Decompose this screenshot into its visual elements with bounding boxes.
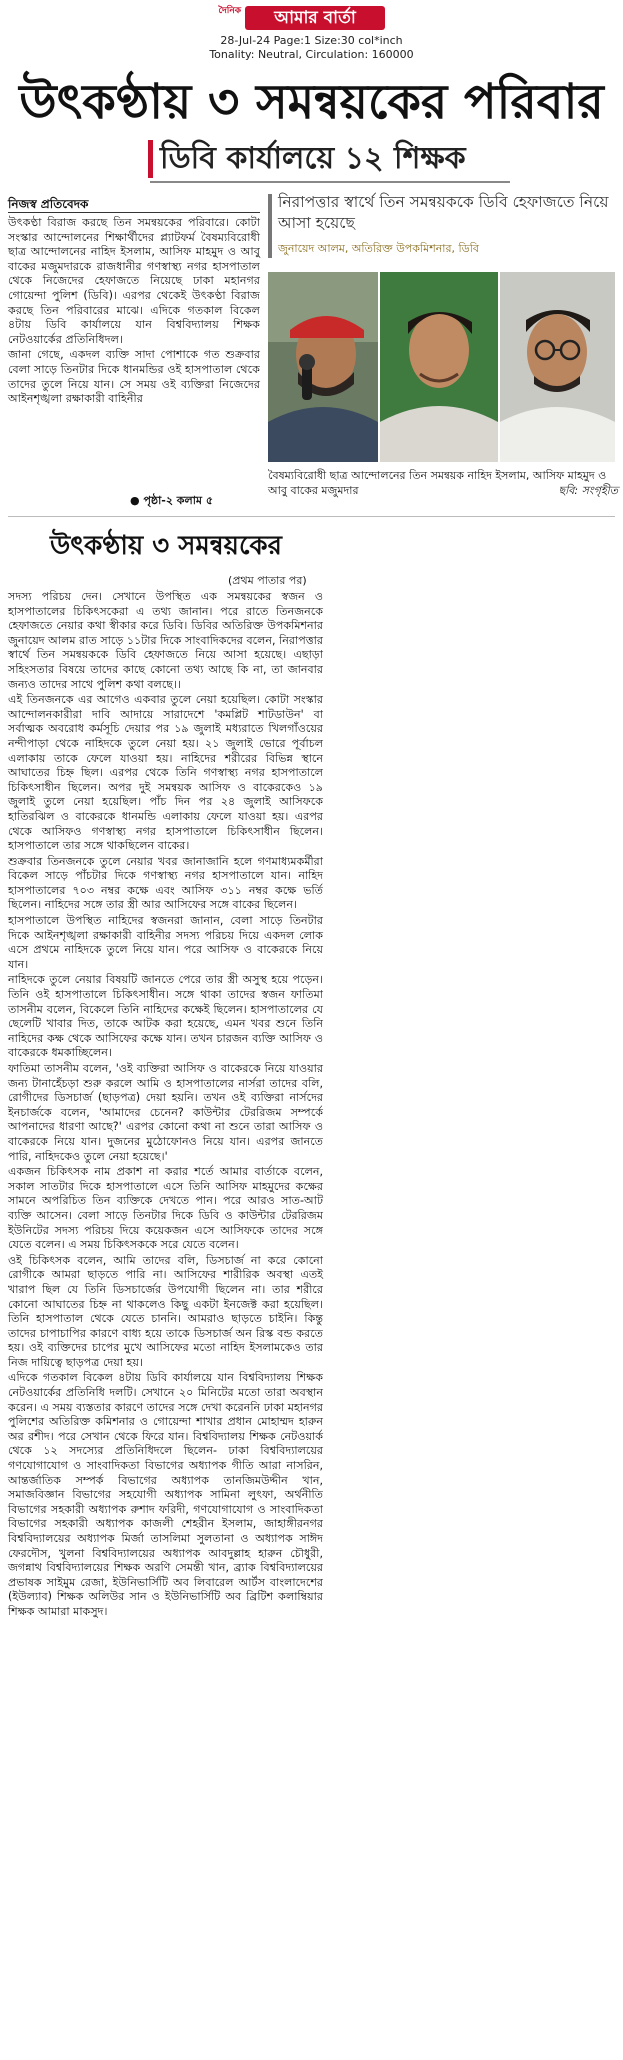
clipping-meta-line1: 28-Jul-24 Page:1 Size:30 col*inch xyxy=(220,34,403,47)
article-paragraph: এই তিনজনকে এর আগেও একবার তুলে নেয়া হয়েছিল। কোটা সংস্কার আন্দোলনকারীরা দাবি আদায়ে সারাদেশে 'কমপ্লিট শাটডাউন' বা সর্বাত্মক অবরোধ কর্মসূচি দেয়ার পর ১৯ জুলাই মধ্যরাতে খিলগাঁওয়ের নন্দীপাড়া থেকে নাহিদকে তুলে নেয়া হয়। ২১ জুলাই ভোরে পূর্বাচল এলাকায় তাকে ফেলে যাওয়া হয়। নাহিদের শরীরের বিভিন্ন স্থানে আঘাতের চিহ্ন ছিল। এরপর থেকে তিনি গণস্বাস্থ্য নগর হাসপাতালে চিকিৎসাধীন ছিলেন। অপর দুই সমন্বয়ক আসিফ ও বাকেরকেও ১৯ জুলাই তুলে নেয়া হয়েছিল। পাঁচ দিন পর ২৪ জুলাই আসিফকে হাতিরঝিল ও বাকেরকে ধানমন্ডি এলাকায় ফেলে যাওয়া হয়। এরপর থেকে আসিফও গণস্বাস্থ্য নগর হাসপাতালে চিকিৎসাধীন ছিলেন। হাসপাতালে তার সঙ্গে থাকছিলেন বাকের। xyxy=(8,693,323,853)
byline: নিজস্ব প্রতিবেদক xyxy=(8,197,89,211)
continuation-headline: উৎকণ্ঠায় ৩ সমন্বয়কের xyxy=(50,531,282,561)
article-paragraph: ফাতিমা তাসনীম বলেন, 'ওই ব্যক্তিরা আসিফ ও বাকেরকে নিয়ে যাওয়ার জন্য টানাহেঁচড়া শুরু করলে আমি ও হাসপাতালের নার্সরা তাদের বলি, রোগীদের ডিসচার্জ (ছাড়পত্র) দেয়া হয়নি। তখন ওই ব্যক্তিরা নার্সদের ইনচার্জকে বলেন, 'আমাদের চেনেন? কাউন্টার টেররিজম সম্পর্কে আপনাদের ধারণা আছে?' এরপর কোনো কথা না শুনে তারা আসিফ ও বাকেরকে নিয়ে যান। দুজনের মুঠোফোনও নিয়ে যান। এরপর জানতে পারি, নাহিদকেও তুলে নেয়া হয়েছে।' xyxy=(8,1062,323,1163)
newspaper-logo xyxy=(218,6,385,30)
article-paragraph: শুক্রবার তিনজনকে তুলে নেয়ার খবর জানাজানি হলে গণমাধ্যমকর্মীরা বিকেল সাড়ে পাঁচটার দিকে গণস্বাস্থ্য নগর হাসপাতালে যান। নাহিদ হাসপাতালের ৭০৩ নম্বর কক্ষে এবং আসিফ ৩১১ নম্বর কক্ষে ভর্তি ছিলেন। নাহিদের সঙ্গে তার স্ত্রী আর আসিফের সঙ্গে বাকের ছিলেন। xyxy=(8,854,323,912)
logo-text: আমার বার্তা xyxy=(274,8,356,28)
lead-article-column xyxy=(8,216,260,408)
continuation-article xyxy=(8,590,323,1621)
portrait-illustration xyxy=(500,272,615,462)
clipping-meta-line2: Tonality: Neutral, Circulation: 160000 xyxy=(209,48,414,61)
main-headline: উৎকণ্ঠায় ৩ সমন্বয়কের পরিবার xyxy=(19,74,604,130)
subheadline: ডিবি কার্যালয়ে ১২ শিক্ষক xyxy=(160,141,466,176)
photo-nahid-islam xyxy=(268,272,378,462)
jump-label: ● পৃষ্ঠা-২ কলাম ৫ xyxy=(130,494,213,507)
article-paragraph: সদস্য পরিচয় দেন। সেখানে উপস্থিত এক সমন্বয়কের স্বজন ও হাসপাতালের চিকিৎসকেরা এ তথ্য জানান। পরে রাতে তিনজনকে হেফাজতে নেয়ার কথা স্বীকার করে ডিবি। ডিবির অতিরিক্ত উপকমিশনার জুনায়েদ আলম রাত সাড়ে ১১টার দিকে সাংবাদিকদের বলেন, নিরাপত্তার স্বার্থে তিন সমন্বয়ককে ডিবি হেফাজতে নিয়ে আসা হয়েছে। এছাড়া সহিংসতার বিষয়ে তাদের কাছে কোনো তথ্য আছে কি না, তা জানবার জন্যও তাদের সাথে পুলিশ কথা বলছে।। xyxy=(8,590,323,691)
article-paragraph: একজন চিকিৎসক নাম প্রকাশ না করার শর্তে আমার বার্তাকে বলেন, সকাল সাতটার দিকে হাসপাতালে এসে তিনি আসিফ মাহমুদের কক্ষের সামনে অপরিচিত তিন ব্যক্তিকে দেখতে পান। পরে আরও সাত-আট ব্যক্তি আসেন। বেলা সাড়ে তিনটার দিকে ডিবি ও কাউন্টার টেররিজম ইউনিটের সদস্য পরিচয় দিয়ে কয়েকজন এসে আসিফকে তাদের সঙ্গে যেতে বলেন। এ সময় চিকিৎসককে সরে যেতে বলেন। xyxy=(8,1165,323,1252)
jump-label-text: পৃষ্ঠা-২ কলাম ৫ xyxy=(143,494,213,507)
section-separator xyxy=(8,516,615,517)
portrait-illustration xyxy=(380,272,498,462)
article-paragraph: নাহিদকে তুলে নেয়ার বিষয়টি জানতে পেরে তার স্ত্রী অসুস্থ হয়ে পড়েন। তিনি ওই হাসপাতালে চিকিৎসাধীন। সঙ্গে থাকা তাদের স্বজন ফাতিমা তাসনীম বলেন, বিকেলে তিনি নাহিদের কক্ষেই ছিলেন। হাসপাতালের যে ছেলেটি খাবার দিত, তাকে আটক করা হয়েছে, এমন খবর শুনে তিনি নাহিদের কক্ষ থেকে আসিফের কক্ষে যান। তখন চারজন ব্যক্তি আসিফ ও বাকেরকে ধমকাচ্ছিলেন। xyxy=(8,973,323,1060)
quote-credit xyxy=(278,240,618,259)
logo-tag: দৈনিক xyxy=(218,6,241,16)
continuation-subtitle: (প্রথম পাতার পর) xyxy=(228,574,307,587)
article-paragraph: হাসপাতালে উপস্থিত নাহিদের স্বজনরা জানান, বেলা সাড়ে তিনটার দিকে আইনশৃঙ্খলা রক্ষাকারী বাহিনীর সদস্য পরিচয় দিয়ে একদল লোক এসে প্রথমে নাহিদকে তুলে নিয়ে যান। পরে আসিফ ও বাকেরকে নিয়ে যান। xyxy=(8,914,323,971)
byline-rule xyxy=(8,212,260,213)
subhead-rule xyxy=(150,181,510,183)
photo-asif-mahmud xyxy=(380,272,498,462)
subhead-accent-bar xyxy=(148,140,153,178)
photo-abu-baker-majumder xyxy=(500,272,615,462)
quote-speaker-title: অতিরিক্ত উপকমিশনার, ডিবি xyxy=(351,242,480,255)
caption-text: বৈষম্যবিরোধী ছাত্র আন্দোলনের তিন সমন্বয়ক নাহিদ ইসলাম, আসিফ মাহমুদ ও আবু বাকের মজুমদার xyxy=(268,469,607,497)
quote-speaker: জুনায়েদ আলম, xyxy=(278,242,349,255)
pull-quote: নিরাপত্তার স্বার্থে তিন সমন্বয়ককে ডিবি হেফাজতে নিয়ে আসা হয়েছে xyxy=(278,193,609,232)
photo-credit: ছবি: সংগৃহীত xyxy=(558,484,618,497)
article-paragraph: এদিকে গতকাল বিকেল ৪টায় ডিবি কার্যালয়ে যান বিশ্ববিদ্যালয় শিক্ষক নেটওয়ার্কের প্রতিনিধি দলটি। সেখানে ২০ মিনিটের মতো তারা অবস্থান করেন। এ সময় ব্যস্ততার কারণে তাদের সঙ্গে দেখা করেননি ঢাকা মহানগর পুলিশের অতিরিক্ত কমিশনার ও গোয়েন্দা শাখার প্রধান মোহাম্মদ হারুন অর রশীদ। পরে সেখান থেকে ফিরে যান। বিশ্ববিদ্যালয় শিক্ষক নেটওয়ার্ক থেকে ১২ সদস্যের প্রতিনিধিদলে ছিলেন- ঢাকা বিশ্ববিদ্যালয়ের গণযোগাযোগ ও সাংবাদিকতা বিভাগের অধ্যাপক গীতি আরা নাসরিন, আন্তর্জাতিক সম্পর্ক বিভাগের অধ্যাপক তানজিমউদ্দীন খান, সমাজবিজ্ঞান বিভাগের সহযোগী অধ্যাপক সামিনা লুৎফা, অর্থনীতি বিভাগের সহকারী অধ্যাপক রুশাদ ফরিদী, গণযোগাযোগ ও সাংবাদিকতা বিভাগের সহকারী অধ্যাপক কাজলী শেহরীন ইসলাম, জাহাঙ্গীরনগর বিশ্ববিদ্যালয়ের অধ্যাপক মির্জা তাসলিমা সুলতানা ও অধ্যাপক সাঈদ ফেরদৌস, খুলনা বিশ্ববিদ্যালয়ের অধ্যাপক আবদুল্লাহ হারুন চৌধুরী, জগন্নাথ বিশ্ববিদ্যালয়ের শিক্ষক অরণি সেমন্তী খান, ব্র্যাক বিশ্ববিদ্যালয়ের প্রভাষক সাইমুম রেজা, ইউনিভার্সিটি অব লিবারেল আর্টস বাংলাদেশের (ইউল্যাব) শিক্ষক অলিউর সান ও ইউনিভার্সিটি অব ব্রিটিশ কলাম্বিয়ার শিক্ষক আমারা মাকসুদ। xyxy=(8,1371,323,1618)
article-paragraph: ওই চিকিৎসক বলেন, আমি তাদের বলি, ডিসচার্জ না করে কোনো রোগীকে আমরা ছাড়তে পারি না। আসিফের শারীরিক অবস্থা এতই খারাপ ছিল যে তিনি ডিসচার্জের উপযোগী ছিলেন না। তার শরীরে কোনো আঘাতের চিহ্ন না থাকলেও কিছু একটা ইনজেক্ট করা হয়েছিল। তিনি হাসপাতাল থেকে যেতে চাননি। আমরাও ছাড়তে চাইনি। কিন্তু তাদের চাপাচাপির কারণে বাধ্য হয়ে তাকে ডিসচার্জ অন রিস্ক বন্ড করতে হয়। ওই ব্যক্তিদের চাপের মুখে আসিফের মতো নাহিদ ইসলামকেও তার নিজ দায়িত্বে ছাড়পত্র দেয়া হয়। xyxy=(8,1253,323,1369)
portrait-illustration xyxy=(268,272,378,462)
quote-accent-bar xyxy=(268,194,272,258)
lead-paragraph: জানা গেছে, একদল ব্যক্তি সাদা পোশাকে গত শুক্রবার বেলা সাড়ে তিনটার দিকে ধানমন্ডির ওই হাসপাতাল থেকে তাদের তুলে নিয়ে যান। সে সময় ওই ব্যক্তিরা নিজেদের আইনশৃঙ্খলা রক্ষাকারী বাহিনীর xyxy=(8,348,260,406)
photo-caption xyxy=(268,468,618,498)
lead-paragraph: উৎকণ্ঠা বিরাজ করছে তিন সমন্বয়কের পরিবারে। কোটা সংস্কার আন্দোলনের শিক্ষার্থীদের প্ল্যাটফর্ম বৈষম্যবিরোধী ছাত্র আন্দোলনের নাহিদ ইসলাম, আসিফ মাহমুদ ও আবু বাকের মজুমদারকে রাজধানীর গণস্বাস্থ্য নগর হাসপাতাল থেকে নিজেদের হেফাজতে নিয়েছে ঢাকা মহানগর গোয়েন্দা পুলিশ (ডিবি)। এরপর থেকেই উৎকণ্ঠা বিরাজ করছে তিন পরিবারের মাঝে। এদিকে গতকাল বিকেল ৪টায় ডিবি কার্যালয়ে যান বিশ্ববিদ্যালয় শিক্ষক নেটওয়ার্কের প্রতিনিধিদল। xyxy=(8,216,260,346)
